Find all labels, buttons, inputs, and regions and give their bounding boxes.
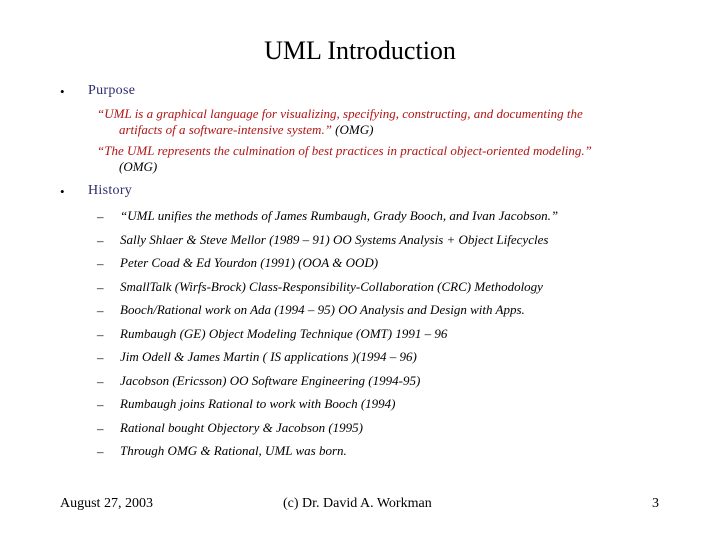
footer-date: August 27, 2003: [60, 496, 153, 511]
history-dash: –: [97, 280, 104, 295]
history-dash: –: [97, 444, 104, 459]
history-item: Booch/Rational work on Ada (1994 – 95) OO Analysis and Design with Apps.: [120, 302, 525, 317]
purpose-quote-1-line1: “UML is a graphical language for visualizing, specifying, constructing, and documenting the: [97, 106, 583, 121]
history-item: Rational bought Objectory & Jacobson (1995): [120, 420, 363, 435]
history-dash: –: [97, 397, 104, 412]
purpose-quote-1-line2: artifacts of a software-intensive system.”: [119, 122, 332, 137]
history-item: Sally Shlaer & Steve Mellor (1989 – 91) OO Systems Analysis + Object Lifecycles: [120, 232, 549, 247]
history-item: Peter Coad & Ed Yourdon (1991) (OOA & OOD): [120, 255, 379, 270]
history-label: History: [88, 183, 133, 198]
purpose-quote-1-line2-wrap: [97, 122, 657, 138]
history-dash: –: [97, 256, 104, 271]
slide-title: UML Introduction: [264, 36, 456, 65]
history-dash: –: [97, 233, 104, 248]
history-item: Jim Odell & James Martin ( IS applications )(1994 – 96): [120, 349, 417, 364]
purpose-label: Purpose: [88, 83, 136, 98]
history-dash: –: [97, 374, 104, 389]
history-item: Rumbaugh (GE) Object Modeling Technique (OMT) 1991 – 96: [120, 326, 448, 341]
purpose-quote-2: [97, 143, 657, 175]
footer-page-number: 3: [652, 496, 659, 511]
purpose-quote-2-source: (OMG): [119, 159, 158, 174]
history-item: Jacobson (Ericsson) OO Software Engineering (1994-95): [120, 373, 421, 388]
history-item: Through OMG & Rational, UML was born.: [120, 443, 347, 458]
history-dash: –: [97, 327, 104, 342]
history-dash: –: [97, 303, 104, 318]
history-item: “UML unifies the methods of James Rumbaugh, Grady Booch, and Ivan Jacobson.”: [120, 208, 559, 223]
history-item: SmallTalk (Wirfs-Brock) Class-Responsibility-Collaboration (CRC) Methodology: [120, 279, 543, 294]
history-dash: –: [97, 421, 104, 436]
purpose-quote-2-line1: “The UML represents the culmination of best practices in practical object-oriented modeling.”: [97, 143, 592, 158]
history-item: Rumbaugh joins Rational to work with Booch (1994): [120, 396, 396, 411]
bullet-history: •: [60, 184, 65, 199]
history-dash: –: [97, 350, 104, 365]
history-dash: –: [97, 209, 104, 224]
purpose-quote-1-source: (OMG): [335, 122, 374, 137]
bullet-purpose: •: [60, 84, 65, 99]
footer-author: (c) Dr. David A. Workman: [283, 496, 432, 511]
purpose-quote-1: [97, 106, 657, 138]
